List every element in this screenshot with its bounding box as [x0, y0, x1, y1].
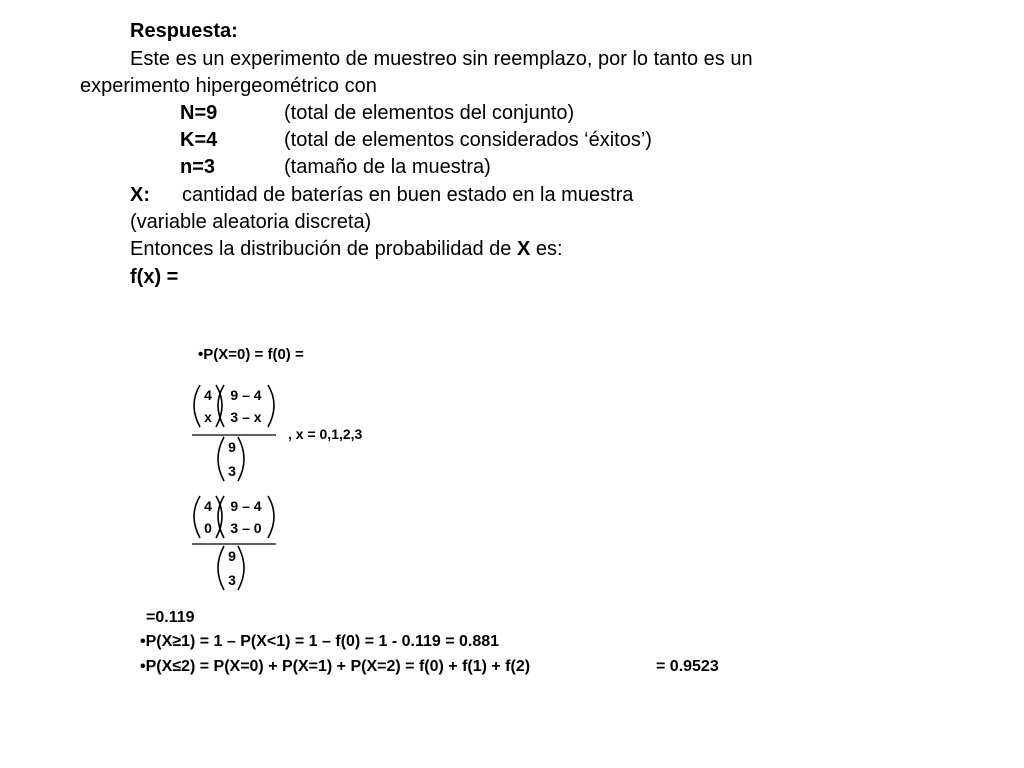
result-le2-right: = 0.9523 [656, 658, 719, 675]
variable-desc: cantidad de baterías en buen estado en la muestra [182, 184, 634, 206]
param-k-successes [180, 127, 652, 153]
heading: Respuesta: [130, 20, 238, 42]
specific-num2-bottom: 3 – 0 [230, 520, 262, 536]
param-name: K=4 [180, 129, 218, 151]
result-ge1: •P(X≥1) = 1 – P(X<1) = 1 – f(0) = 1 - 0.119 = 0.881 [140, 633, 500, 650]
fx-label: f(x) = [130, 266, 179, 288]
variable-definition [130, 182, 634, 208]
param-n-total [180, 100, 575, 126]
result-le2 [140, 656, 719, 678]
specific-formula [186, 494, 306, 594]
general-num2-top: 9 – 4 [230, 387, 262, 403]
specific-num1-bottom: 0 [204, 520, 212, 536]
general-formula [186, 383, 386, 483]
intro-line-2: experimento hipergeométrico con [80, 75, 377, 97]
result-p0: =0.119 [146, 609, 195, 626]
general-num2-bottom: 3 – x [230, 409, 262, 425]
intro-line-1: Este es un experimento de muestreo sin reemplazo, por lo tanto es un [130, 48, 753, 70]
distribution-suffix: es: [530, 238, 563, 260]
variable-name: X: [130, 184, 150, 206]
param-name: N=9 [180, 102, 218, 124]
specific-den-bottom: 3 [228, 572, 236, 588]
general-domain: , x = 0,1,2,3 [288, 426, 363, 442]
distribution-prefix: Entonces la distribución de probabilidad de [130, 238, 517, 260]
param-desc: (tamaño de la muestra) [284, 156, 491, 178]
specific-den-top: 9 [228, 548, 236, 564]
param-name: n=3 [180, 156, 216, 178]
specific-num2-top: 9 – 4 [230, 498, 262, 514]
result-le2-left: •P(X≤2) = P(X=0) + P(X=1) + P(X=2) = f(0) + f(1) + f(2) [140, 658, 531, 675]
general-den-bottom: 3 [228, 463, 236, 479]
param-desc: (total de elementos del conjunto) [284, 102, 575, 124]
general-den-top: 9 [228, 439, 236, 455]
param-sample-size [180, 154, 491, 180]
specific-num1-top: 4 [204, 498, 212, 514]
general-num1-top: 4 [204, 387, 212, 403]
distribution-sentence [130, 236, 563, 262]
distribution-var: X [516, 238, 531, 260]
param-desc: (total de elementos considerados ‘éxitos’) [284, 129, 652, 151]
variable-type: (variable aleatoria discreta) [130, 211, 372, 233]
p0-label: •P(X=0) = f(0) = [198, 346, 304, 363]
general-num1-bottom: x [204, 409, 212, 425]
